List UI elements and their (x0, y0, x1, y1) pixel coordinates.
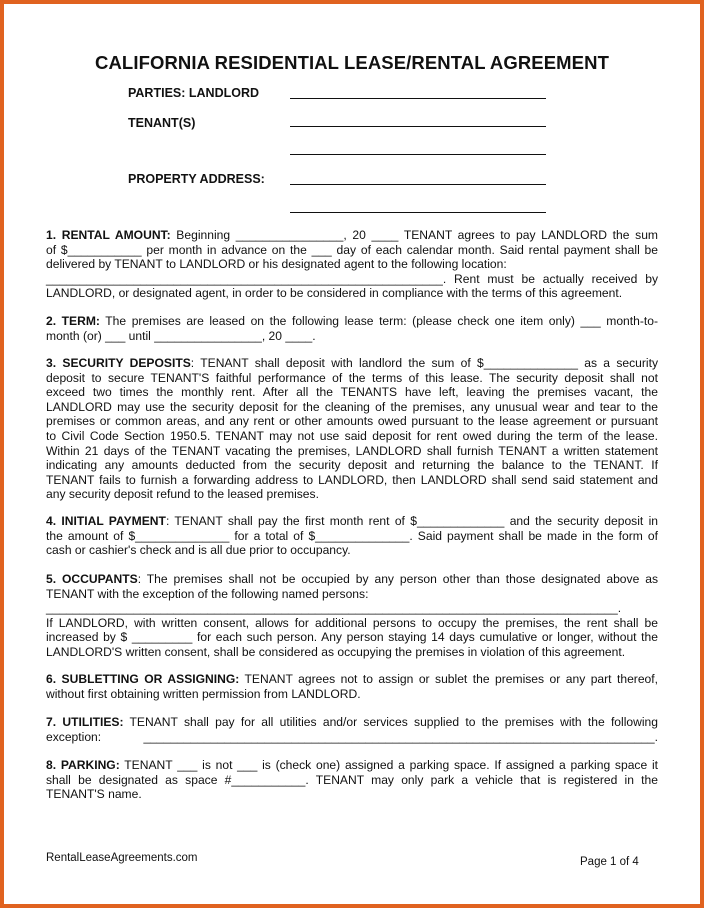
section-line: TENANT fails to furnish a forwarding address to LANDLORD, then LANDLORD shall send said statement and (46, 472, 658, 487)
section-line: the amount of $______________ for a total of $______________. Said payment shall be made in the form of (46, 528, 658, 543)
section-line: If LANDLORD, with written consent, allows for additional persons to occupy the premises, the rent shall be (46, 615, 658, 630)
section-line (46, 356, 658, 371)
section-text: Beginning ________________, 20 ____ TENANT agrees to pay LANDLORD the sum (170, 228, 659, 242)
section-line: any security deposit refund to the leased premises. (46, 487, 319, 502)
section-rental-amount (46, 228, 658, 301)
landlord-line[interactable] (290, 98, 546, 99)
section-line: exception: ____________________________________________________________________________. (46, 729, 658, 744)
section-line: to Civil Code Section 1950.5. TENANT may not use said deposit for rent owed during the term of the lease. (46, 428, 658, 443)
section-parking (46, 758, 658, 802)
tenant-line-2[interactable] (290, 154, 546, 155)
section-line (46, 672, 658, 687)
section-text: : The premises shall not be occupied by any person other than those designated above as (137, 572, 658, 586)
property-address-label: PROPERTY ADDRESS: (128, 172, 265, 186)
section-line: delivered by TENANT to LANDLORD or his designated agent to the following location: (46, 257, 507, 272)
section-line: ___________________________________________________________. Rent must be actually received by (46, 271, 658, 286)
document-page (4, 4, 700, 904)
section-line: LANDLORD'S written consent, shall be considered as occupying the premises in violation of this agreement. (46, 644, 626, 659)
section-line: indicating any amounts deducted from the security deposit and returning the balance to the TENANT. If (46, 458, 658, 473)
section-line: deposit to secure TENANT'S faithful performance of the terms of this lease. The security deposit shall not (46, 370, 658, 385)
footer-site: RentalLeaseAgreements.com (46, 852, 198, 864)
section-text: TENANT ___ is not ___ is (check one) assigned a parking space. If assigned a parking space it (119, 758, 659, 772)
section-text: TENANT shall pay for all utilities and/or services supplied to the premises with the following (123, 715, 658, 729)
section-heading: 1. RENTAL AMOUNT: (46, 228, 171, 242)
section-line: exceed two times the monthly rent. After all the TENANTS have left, leaving the premises vacant, the (46, 385, 658, 400)
section-heading: 6. SUBLETTING OR ASSIGNING: (46, 672, 240, 686)
section-heading: 5. OCCUPANTS (46, 572, 138, 586)
section-line: TENANT'S name. (46, 787, 142, 802)
section-line: premises or common areas, and any rent or other amounts owed pursuant to the lease agreement or pursuant (46, 414, 658, 429)
section-line: LANDLORD may use the security deposit for the cleaning of the premises, any unusual wear and tear to the (46, 399, 658, 414)
tenant-label: TENANT(S) (128, 116, 196, 130)
landlord-label: PARTIES: LANDLORD (128, 86, 260, 100)
section-heading: 3. SECURITY DEPOSITS (46, 356, 191, 370)
section-line: month (or) ___ until ________________, 20 ____. (46, 328, 316, 343)
section-text: : TENANT shall pay the first month rent of $_____________ and the security deposit in (165, 514, 658, 528)
address-line-1[interactable] (290, 184, 546, 185)
section-line: cash or cashier's check and is all due prior to occupancy. (46, 543, 351, 558)
section-line (46, 228, 658, 243)
section-line (46, 758, 658, 773)
section-heading: 2. TERM: (46, 314, 100, 328)
section-utilities (46, 715, 658, 744)
section-line (46, 314, 658, 329)
section-heading: 4. INITIAL PAYMENT (46, 514, 166, 528)
section-line (46, 572, 658, 587)
section-heading: 8. PARKING: (46, 758, 120, 772)
section-occupants (46, 572, 658, 660)
section-line: Within 21 days of the TENANT vacating the premises, LANDLORD shall furnish TENANT a written statement (46, 443, 658, 458)
section-line: shall be designated as space #___________. TENANT may only park a vehicle that is registered in the (46, 772, 658, 787)
section-line: LANDLORD, or designated agent, in order to be considered in compliance with the terms of this agreement. (46, 286, 623, 301)
section-text: TENANT agrees not to assign or sublet the premises or any part thereof, (239, 672, 658, 686)
section-line: _____________________________________________________________________________________. (46, 601, 622, 616)
section-line: of $___________ per month in advance on the ___ day of each calendar month. Said rental payment shall be (46, 242, 658, 257)
page-number: Page 1 of 4 (580, 856, 639, 868)
section-security-deposits (46, 356, 658, 502)
section-line: without first obtaining written permission from LANDLORD. (46, 686, 361, 701)
tenant-line-1[interactable] (290, 126, 546, 127)
section-text: The premises are leased on the following lease term: (please check one item only) ___ month-to- (99, 314, 658, 328)
address-line-2[interactable] (290, 212, 546, 213)
section-line: increased by $ _________ for each such person. Any person staying 14 days cumulative or longer, without the (46, 630, 658, 645)
section-line: TENANT with the exception of the following named persons: (46, 586, 369, 601)
section-line (46, 514, 658, 529)
document-title: CALIFORNIA RESIDENTIAL LEASE/RENTAL AGREEMENT (95, 52, 609, 73)
section-term (46, 314, 658, 343)
section-text: : TENANT shall deposit with landlord the sum of $______________ as a security (190, 356, 659, 370)
section-line (46, 715, 658, 730)
section-subletting (46, 672, 658, 701)
section-initial-payment (46, 514, 658, 558)
section-heading: 7. UTILITIES: (46, 715, 124, 729)
